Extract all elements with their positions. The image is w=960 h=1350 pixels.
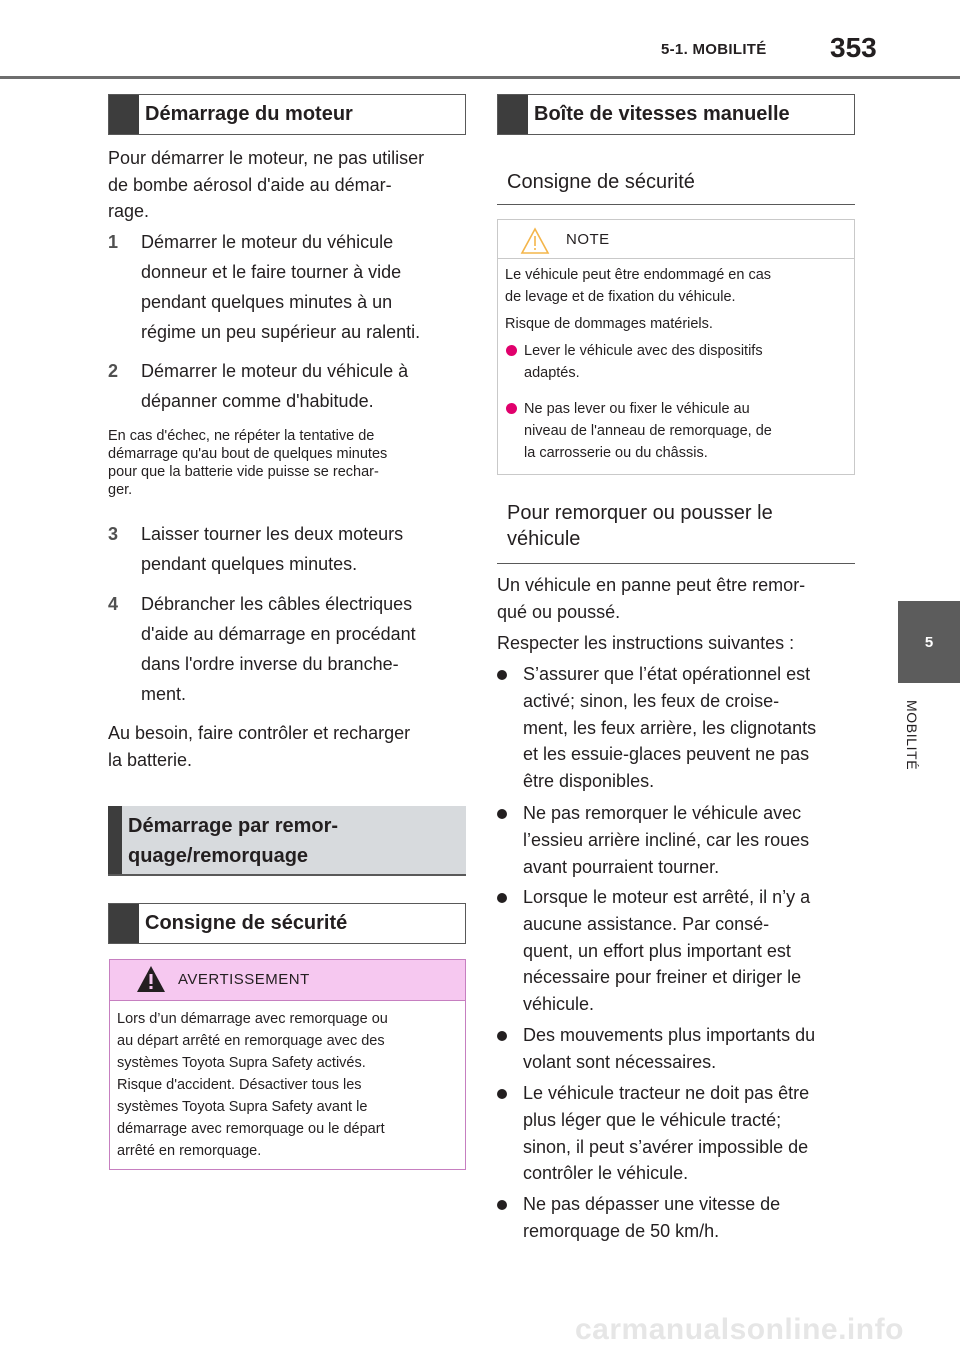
heading-bar xyxy=(498,95,528,134)
bullet-dot xyxy=(497,1031,507,1041)
subheading-rule xyxy=(497,563,855,564)
heading-text: Démarrage du moteur xyxy=(145,103,353,125)
heading-engine-start xyxy=(108,94,466,135)
bullet-dot xyxy=(497,893,507,903)
note-header xyxy=(498,220,854,259)
note-title: NOTE xyxy=(566,231,610,248)
subheading-safety: Consigne de sécurité xyxy=(507,171,695,193)
heading-manual-gearbox xyxy=(497,94,855,135)
chapter-tab: 5 xyxy=(898,601,960,683)
instructions-intro: Respecter les instructions suivantes : xyxy=(497,633,795,653)
bullet-dot xyxy=(497,1200,507,1210)
heading-safety-left xyxy=(108,903,466,944)
warning-text: Lors d’un démarrage avec remorquage ou au départ arrêté en remorquage avec des systèmes Toyota Supra Safety activés. Risque d'accident. Désactiver tous les systèmes Toyota Supra Safety avant le démarrage avec remorquage ou le départ arrêté en remorquage. xyxy=(117,1011,388,1159)
note-text: Le véhicule peut être endommagé en cas de levage et de fixation du véhicule. xyxy=(505,267,772,305)
section-header: 5-1. MOBILITÉ xyxy=(661,41,767,58)
note-triangle-icon xyxy=(520,227,550,255)
note-text: Risque de dommages matériels. xyxy=(505,316,713,332)
heading-text: Démarrage par remor- quage/remorquage xyxy=(128,815,339,867)
subheading-towing: Pour remorquer ou pousser le véhicule xyxy=(507,502,773,550)
heading-bar xyxy=(109,95,139,134)
bullet-dot xyxy=(506,403,517,414)
intro-paragraph: Pour démarrer le moteur, ne pas utiliser de bombe aérosol d'aide au démar- rage. xyxy=(108,148,425,221)
warning-header xyxy=(110,960,465,1001)
towing-paragraph: Un véhicule en panne peut être remor- qué ou poussé. xyxy=(497,575,806,622)
outro-paragraph: Au besoin, faire contrôler et recharger la batterie. xyxy=(108,723,411,770)
bullet-dot xyxy=(497,1089,507,1099)
bullet-dot xyxy=(497,670,507,680)
header-divider xyxy=(0,76,960,79)
page-number: 353 xyxy=(830,32,877,63)
heading-bar xyxy=(108,806,122,874)
heading-bar xyxy=(109,904,139,943)
warning-triangle-icon xyxy=(136,964,166,994)
heading-text: Boîte de vitesses manuelle xyxy=(534,103,790,125)
heading-tow-start xyxy=(108,806,466,876)
failure-note: En cas d'échec, ne répéter la tentative de démarrage qu'au bout de quelques minutes pour que la batterie vide puisse se rechar- ger. xyxy=(108,428,388,498)
note-box: NOTE Le véhicule peut être endommagé en cas de levage et de fixation du véhicule. Risque de dommages matériels. Lever le véhicule avec des dispositifs adaptés. Ne pas lever ou fixer le véhicule au niveau de l'anneau de remorquage, de la carrosserie ou du châssis. xyxy=(497,219,855,475)
bullet-dot xyxy=(506,345,517,356)
watermark: carmanualsonline.info xyxy=(575,1313,904,1346)
bullet-dot xyxy=(497,809,507,819)
chapter-label: MOBILITÉ xyxy=(904,700,920,771)
warning-box xyxy=(109,959,466,1170)
warning-title: AVERTISSEMENT xyxy=(178,971,310,988)
heading-text: Consigne de sécurité xyxy=(145,912,348,934)
subheading-rule xyxy=(497,204,855,205)
